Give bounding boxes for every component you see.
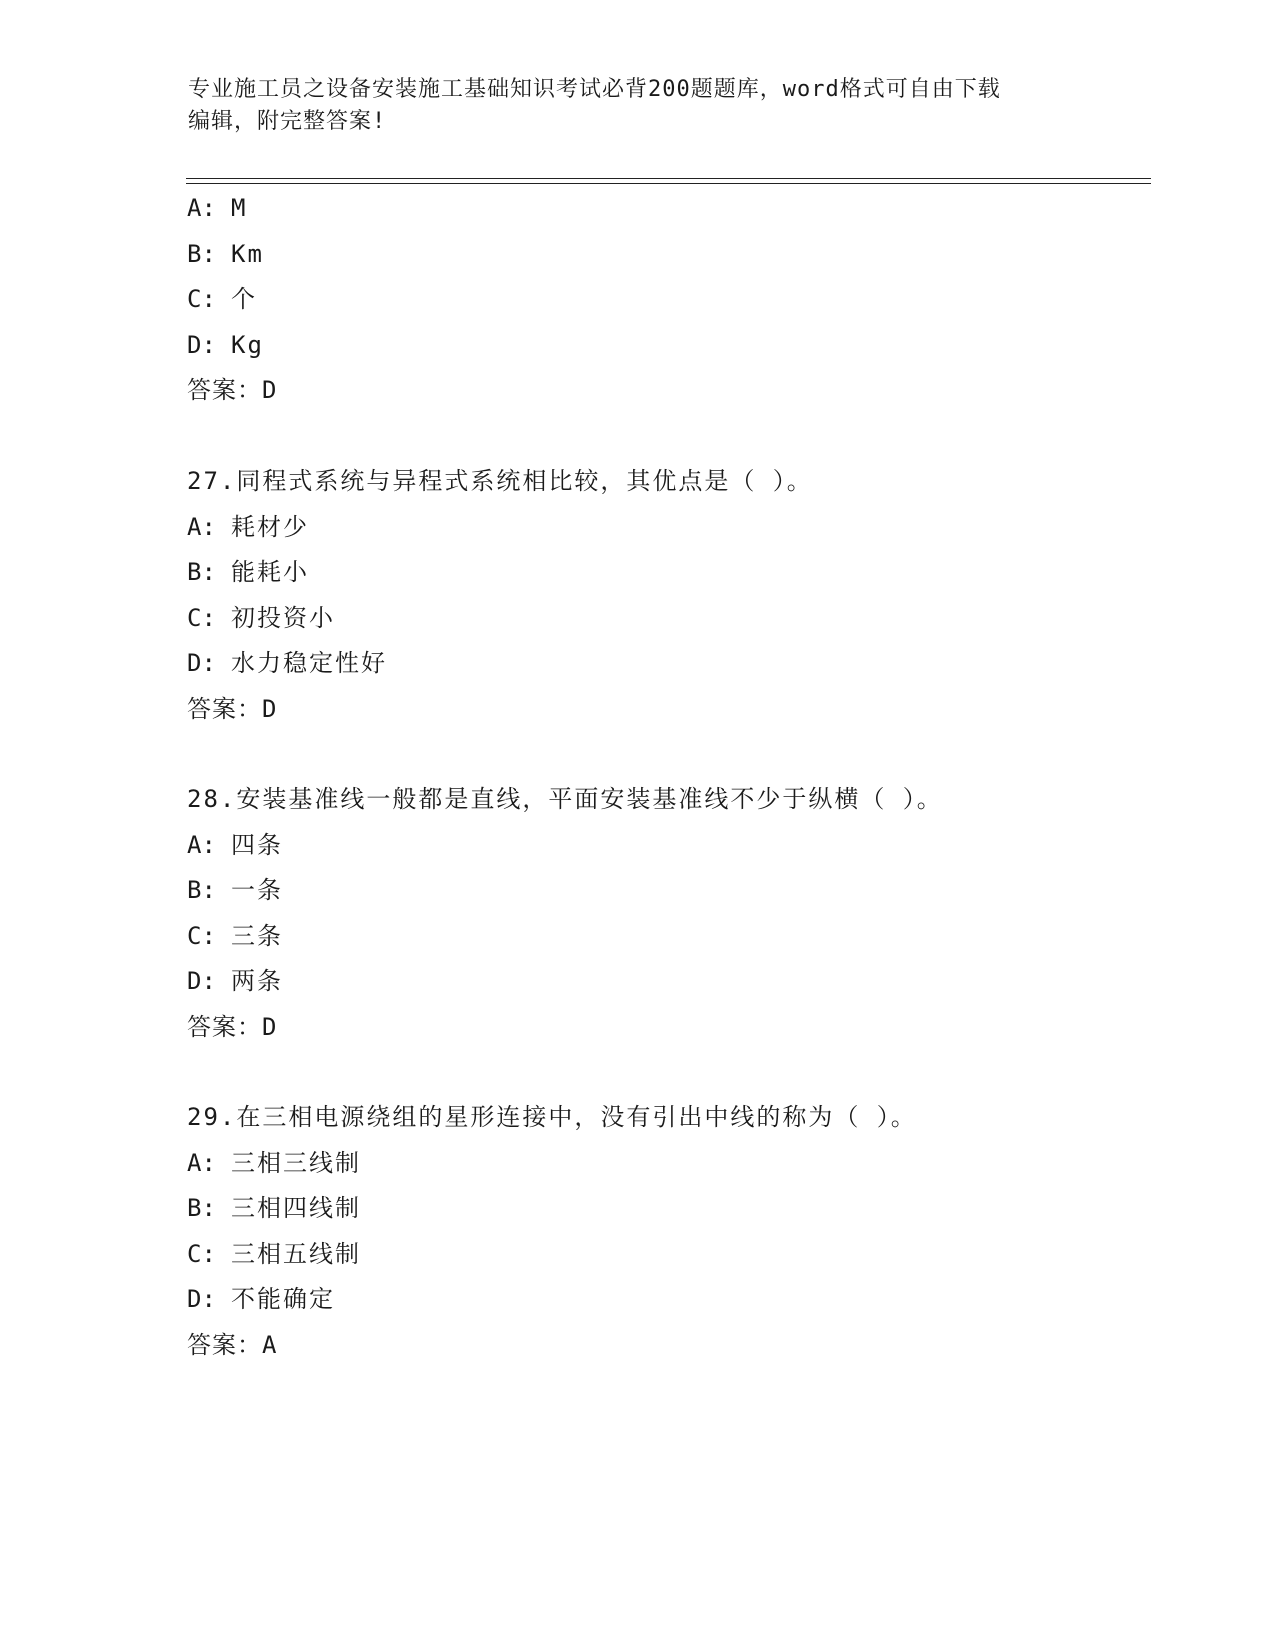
answer-row: [187, 368, 1147, 414]
option-key: D:: [187, 330, 216, 359]
option-key: D:: [187, 967, 216, 995]
answer-row: [187, 1323, 1147, 1369]
option-row: [187, 823, 1147, 869]
option-text: Kg: [231, 330, 264, 359]
option-key: A:: [187, 1148, 216, 1177]
document-header: [188, 74, 1068, 138]
option-row: [187, 914, 1147, 960]
answer-value: D: [262, 376, 279, 404]
option-row: [187, 641, 1147, 687]
option-text: 水力稳定性好: [231, 649, 387, 677]
option-row: [187, 1277, 1147, 1323]
header-divider-top: [186, 178, 1151, 179]
option-text: 一条: [231, 876, 283, 904]
answer-label: 答案：: [187, 1330, 262, 1359]
option-key: A:: [187, 830, 216, 859]
option-row: [187, 1232, 1147, 1278]
option-key: B:: [187, 239, 216, 268]
option-row: [187, 277, 1147, 323]
option-key: D:: [187, 1285, 216, 1313]
option-key: B:: [187, 1194, 216, 1222]
option-text: 四条: [231, 830, 283, 859]
option-row: [187, 959, 1147, 1005]
option-row: [187, 550, 1147, 596]
question-27-block: [187, 459, 1147, 732]
option-row: [187, 186, 1147, 232]
option-text: 耗材少: [231, 512, 309, 541]
option-text: 三相四线制: [231, 1194, 361, 1222]
question-text: 28.安装基准线一般都是直线，平面安装基准线不少于纵横（ ）。: [187, 785, 943, 813]
option-key: B:: [187, 558, 216, 586]
answer-label: 答案：: [187, 1012, 262, 1041]
option-text: 不能确定: [231, 1285, 335, 1313]
question-text: 29.在三相电源绕组的星形连接中，没有引出中线的称为（ ）。: [187, 1103, 917, 1131]
answer-label: 答案：: [187, 694, 262, 723]
option-key: C:: [187, 1239, 216, 1268]
option-text: 能耗小: [231, 558, 309, 586]
option-text: 三条: [231, 921, 283, 950]
option-row: [187, 868, 1147, 914]
option-key: D:: [187, 649, 216, 677]
answer-label: 答案：: [187, 376, 262, 404]
answer-row: [187, 1005, 1147, 1051]
question-28-block: [187, 777, 1147, 1050]
option-key: C:: [187, 285, 216, 313]
answer-row: [187, 687, 1147, 733]
question-29-block: [187, 1095, 1147, 1368]
option-key: A:: [187, 512, 216, 541]
header-line-1: 专业施工员之设备安装施工基础知识考试必背200题题库，word格式可自由下载: [188, 77, 1001, 102]
option-key: A:: [187, 194, 216, 222]
option-row: [187, 232, 1147, 278]
option-text: 三相三线制: [231, 1148, 361, 1177]
question-text: 27.同程式系统与异程式系统相比较，其优点是（ ）。: [187, 467, 813, 495]
option-row: [187, 323, 1147, 369]
option-text: Km: [231, 239, 264, 268]
option-text: 三相五线制: [231, 1239, 361, 1268]
option-text: 两条: [231, 967, 283, 995]
option-row: [187, 1186, 1147, 1232]
option-row: [187, 1141, 1147, 1187]
option-text: M: [231, 194, 248, 222]
option-key: B:: [187, 876, 216, 904]
question-26-block: [187, 186, 1147, 414]
option-key: C:: [187, 603, 216, 632]
header-line-2: 编辑，附完整答案!: [188, 109, 387, 134]
option-row: [187, 505, 1147, 551]
option-text: 个: [231, 285, 257, 313]
answer-value: D: [262, 1012, 279, 1041]
option-text: 初投资小: [231, 603, 335, 632]
option-key: C:: [187, 921, 216, 950]
option-row: [187, 596, 1147, 642]
answer-value: D: [262, 694, 279, 723]
answer-value: A: [262, 1330, 279, 1359]
header-divider-bottom: [186, 183, 1151, 184]
